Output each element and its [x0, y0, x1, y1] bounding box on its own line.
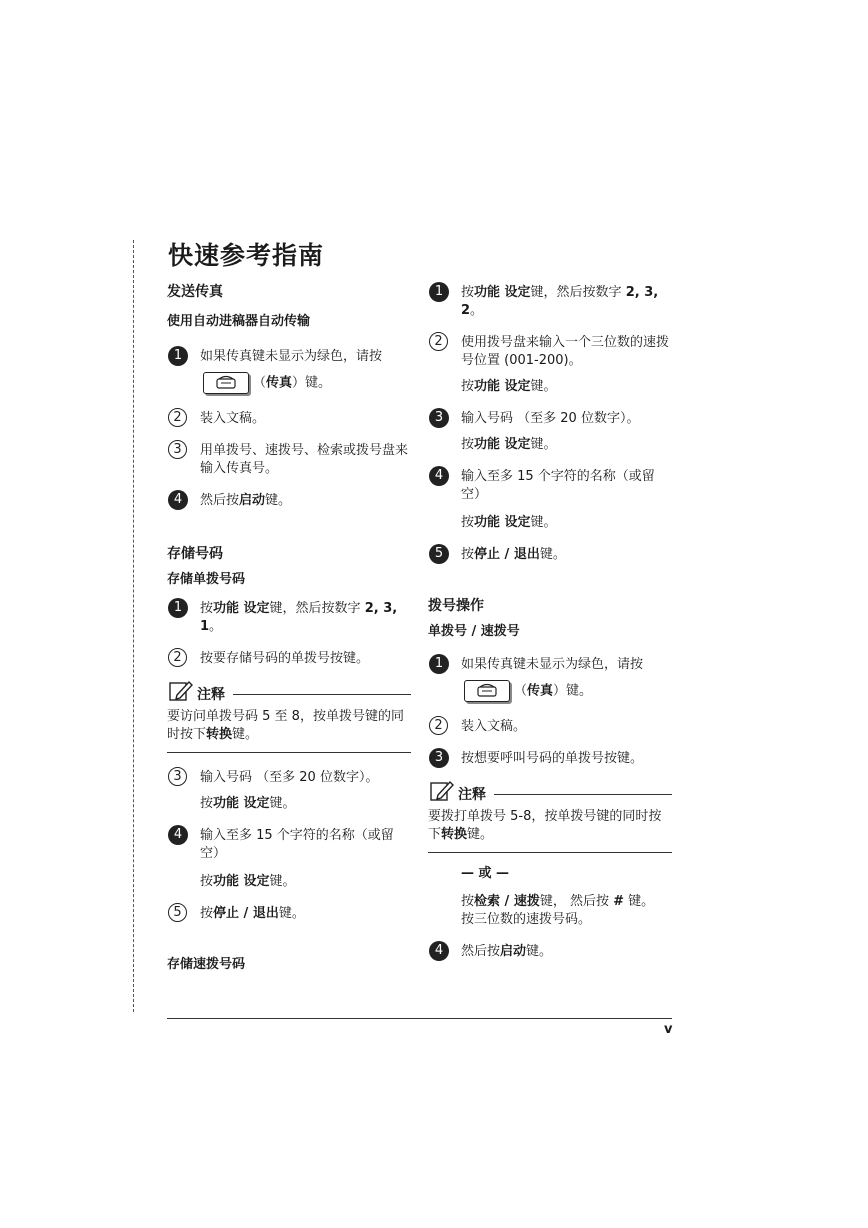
step-number: 3 [168, 767, 187, 786]
step-item: 5 按停止 / 退出键。 [428, 546, 672, 564]
step-number: 4 [429, 941, 449, 961]
step-item: 4 然后按启动键。 [428, 943, 672, 961]
page-title: 快速参考指南 [168, 241, 325, 270]
step-number: 3 [429, 408, 449, 428]
step-item: 1 按功能 设定键，然后按数字 2, 3, 2。 [428, 284, 672, 320]
page-number: v [664, 1022, 673, 1037]
note-box: 注释 要访问单拨号码 5 至 8，按单拨号键的同时按下转换键。 [167, 680, 411, 753]
step-number: 4 [168, 825, 188, 845]
step-text: 输入号码 （至多 20 位数字）。 [200, 770, 379, 785]
fax-key-icon [203, 372, 249, 394]
section-heading-send-fax: 发送传真 [167, 284, 223, 300]
or-separator: — 或 — [461, 866, 510, 881]
step-text: 输入号码 （至多 20 位数字）。 [461, 411, 640, 426]
step-item: 1 如果传真键未显示为绿色，请按 （传真）键。 [428, 656, 672, 702]
step-item [167, 650, 411, 668]
step-item [167, 769, 411, 787]
step-number: 5 [168, 903, 187, 922]
section-heading-dialing: 拨号操作 [428, 598, 484, 614]
subheading-adf: 使用自动进稿器自动传输 [167, 314, 311, 329]
or-instruction: 按检索 / 速拨键， 然后按 # 键。 [461, 894, 655, 909]
step-item: 5 按停止 / 退出键。 [167, 905, 411, 923]
step-number: 4 [429, 466, 449, 486]
step-number: 1 [429, 654, 449, 674]
step-number: 3 [168, 440, 187, 459]
step-number: 2 [429, 332, 448, 351]
step-text: 装入文稿。 [200, 411, 266, 426]
step-text: 如果传真键未显示为绿色，请按 [461, 657, 644, 672]
note-box: 注释 要拨打单拨号 5-8，按单拨号键的同时按下转换键。 [428, 780, 672, 853]
step-item: 1 按功能 设定键，然后按数字 2, 3, 1。 [167, 600, 411, 636]
or-instruction-2: 按三位数的速拨号码。 [461, 912, 592, 927]
step-text: 装入文稿。 [461, 719, 527, 734]
step-number: 5 [429, 544, 449, 564]
step-text: 输入至多 15 个字符的名称（或留空） [200, 828, 394, 861]
step-sub: 按功能 设定键。 [200, 796, 296, 811]
step-text: 按要存储号码的单拨号按键。 [200, 651, 370, 666]
step-text: 输入至多 15 个字符的名称（或留空） [461, 469, 655, 502]
step-number: 4 [168, 490, 188, 510]
step-text: 用单拨号、速拨号、检索或拨号盘来输入传真号。 [200, 443, 409, 476]
fax-key-icon [464, 680, 510, 702]
note-label: 注释 [197, 687, 225, 703]
step-item [167, 442, 411, 478]
pencil-icon [430, 780, 454, 806]
step-sub: 按功能 设定键。 [461, 515, 557, 530]
step-sub: 按功能 设定键。 [200, 874, 296, 889]
step-text: 使用拨号盘来输入一个三位数的速拨号位置 (001-200)。 [461, 335, 670, 368]
step-text: 如果传真键未显示为绿色，请按 [200, 349, 383, 364]
step-item [428, 468, 672, 504]
note-label: 注释 [458, 787, 486, 803]
step-number: 2 [429, 716, 448, 735]
step-item: 1 如果传真键未显示为绿色，请按 （传真）键。 [167, 348, 411, 394]
step-number: 2 [168, 648, 187, 667]
step-item [428, 410, 672, 428]
subheading-one-touch-speed: 单拨号 / 速拨号 [428, 624, 520, 639]
step-sub: 按功能 设定键。 [461, 379, 557, 394]
step-number: 1 [168, 598, 188, 618]
step-item [428, 750, 672, 768]
section-heading-store-numbers: 存储号码 [167, 546, 223, 562]
step-item [167, 410, 411, 428]
step-item [428, 334, 672, 370]
step-sub: 按功能 设定键。 [461, 437, 557, 452]
step-number: 1 [429, 282, 449, 302]
step-number: 3 [429, 748, 449, 768]
right-column [428, 282, 672, 961]
footer-rule [167, 1018, 672, 1019]
step-number: 1 [168, 346, 188, 366]
subheading-store-one-touch: 存储单拨号码 [167, 572, 246, 587]
subheading-store-speed-dial: 存储速拨号码 [167, 957, 246, 972]
pencil-icon [169, 680, 193, 706]
step-item [428, 718, 672, 736]
step-item: 4 然后按启动键。 [167, 492, 411, 510]
step-text: 按想要呼叫号码的单拨号按键。 [461, 751, 644, 766]
step-item [167, 827, 411, 863]
step-number: 2 [168, 408, 187, 427]
cut-line [133, 240, 134, 1012]
left-column [167, 282, 411, 975]
